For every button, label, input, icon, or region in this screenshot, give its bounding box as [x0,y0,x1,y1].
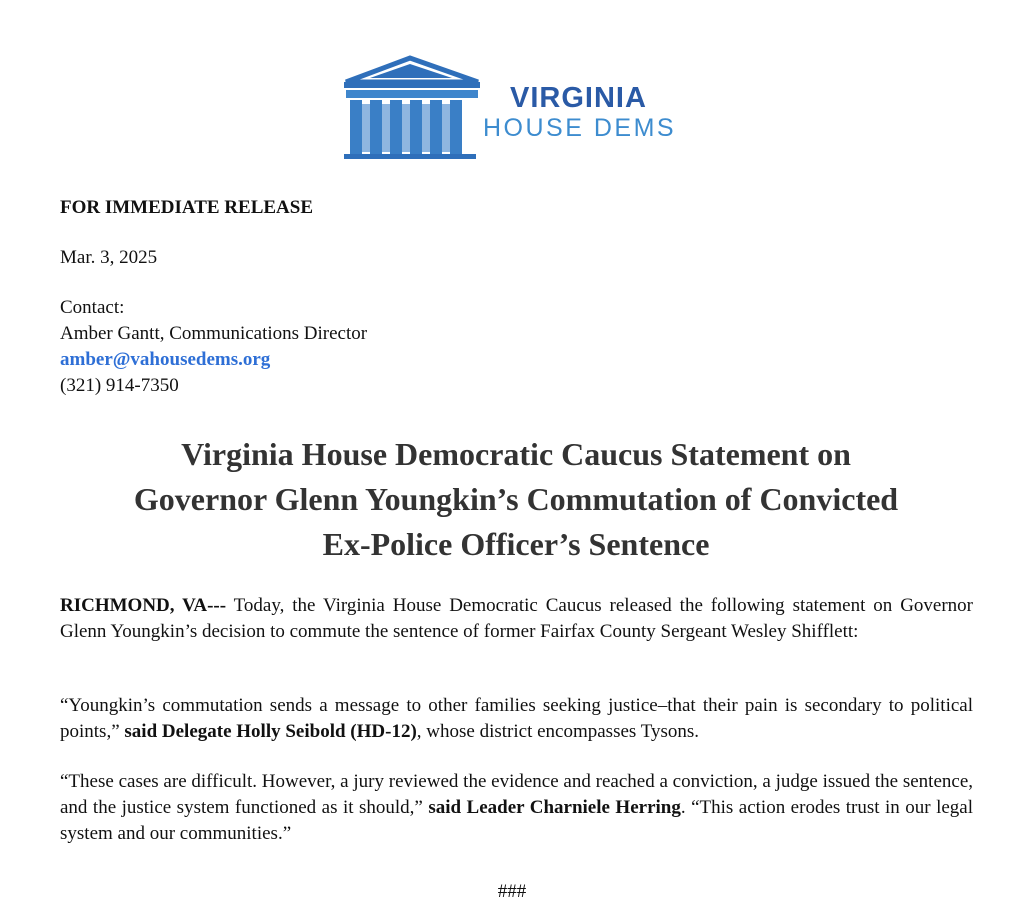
quote-attribution: said Delegate Holly Seibold (HD-12) [124,721,417,742]
dateline: RICHMOND, VA--- [60,595,227,616]
headline-line: Ex-Police Officer’s Sentence [322,526,710,562]
virginia-house-dems-logo [340,54,690,164]
quote-attribution: said Leader Charniele Herring [428,797,681,818]
body-paragraph-seibold-quote [60,693,973,745]
body-paragraph-herring-quote [60,769,973,847]
quote-tail: . “This action erodes trust in our legal system and our communities.” [60,797,973,844]
intro-text: Today, the Virginia House Democratic Caucus released the following statement on Governor Glenn Youngkin’s decision to commute the sentence of former Fairfax County Sergeant Wesley Shifflett: [60,595,973,642]
headline-line: Virginia House Democratic Caucus Statement on [181,436,851,472]
contact-phone: (321) 914-7350 [60,375,179,396]
end-mark: ### [497,881,527,902]
logo-subtitle-house-dems: HOUSE DEMS [483,114,677,142]
release-label: FOR IMMEDIATE RELEASE [60,197,314,218]
headline-line: Governor Glenn Youngkin’s Commutation of Convicted [133,481,899,517]
quote-tail: , whose district encompasses Tysons. [416,721,700,742]
headline [40,432,992,567]
body-paragraph-intro [60,593,973,645]
contact-email-link[interactable]: amber@vahousedems.org [60,349,271,370]
quote-text: “These cases are difficult. However, a jury reviewed the evidence and reached a conviction, a judge issued the sentence, and the justice system functioned as it should,” [60,771,973,818]
contact-block [60,295,367,399]
contact-name: Amber Gantt, Communications Director [60,323,368,344]
quote-text: “Youngkin’s commutation sends a message to other families seeking justice–that their pain is secondary to political points,” [60,695,973,742]
logo-title-virginia: VIRGINIA [510,82,647,114]
release-date: Mar. 3, 2025 [60,247,158,268]
contact-label: Contact: [60,297,125,318]
capitol-building-icon [340,54,490,164]
